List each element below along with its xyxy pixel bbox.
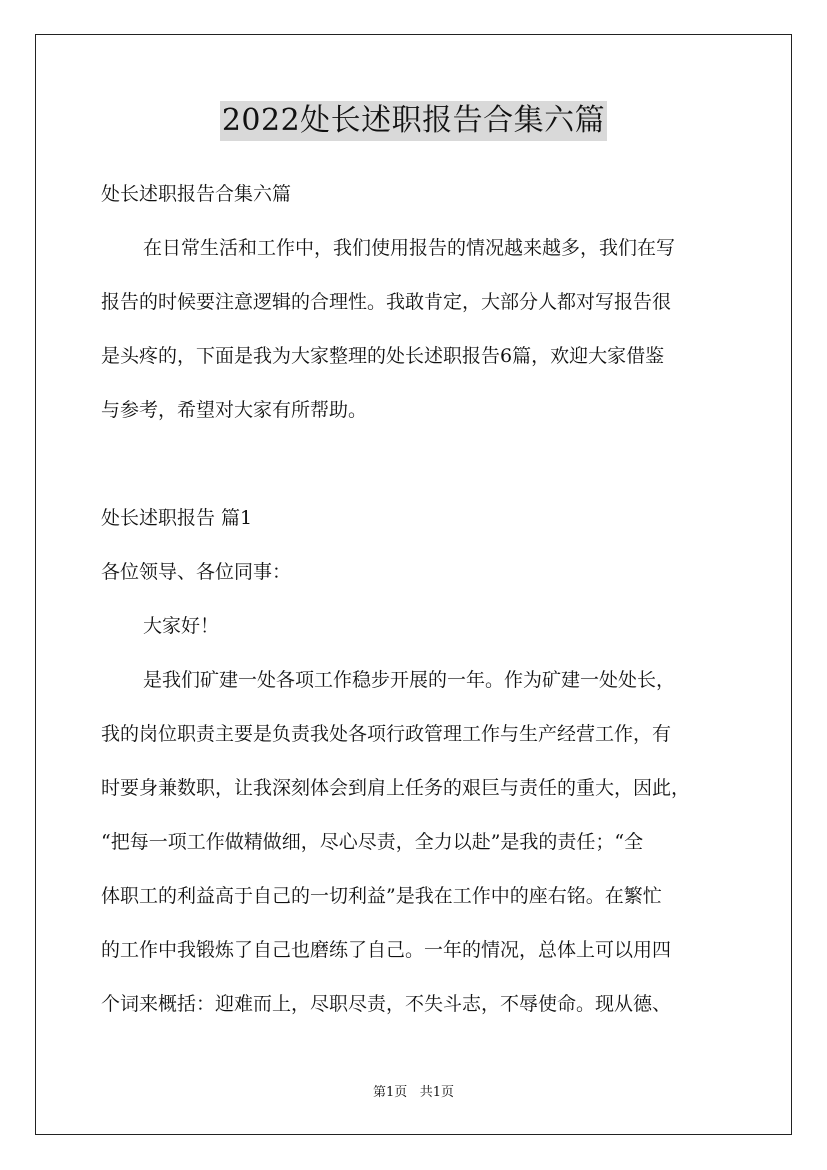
body-line-2: 我的岗位职责主要是负责我处各项行政管理工作与生产经营工作，有 (101, 723, 672, 745)
page-number: 第1页 (373, 1085, 408, 1100)
body-line-4: “把每一项工作做精做细，尽心尽责，全力以赴”是我的责任；“全 (101, 831, 644, 853)
section-heading: 处长述职报告 篇1 (101, 507, 253, 529)
body-line-1: 是我们矿建一处各项工作稳步开展的一年。作为矿建一处处长， (143, 669, 676, 691)
body-line-3: 时要身兼数职，让我深刻体会到肩上任务的艰巨与责任的重大，因此， (101, 777, 691, 799)
document-subtitle: 处长述职报告合集六篇 (101, 183, 292, 205)
page-total: 共1页 (419, 1085, 454, 1100)
intro-line-1: 在日常生活和工作中，我们使用报告的情况越来越多，我们在写 (143, 237, 676, 259)
body-line-6: 的工作中我锻炼了自己也磨练了自己。一年的情况，总体上可以用四 (101, 939, 672, 961)
title-wrap (0, 101, 827, 141)
document-title: 2022处长述职报告合集六篇 (220, 101, 607, 141)
intro-line-4: 与参考，希望对大家有所帮助。 (101, 399, 368, 421)
intro-line-2: 报告的时候要注意逻辑的合理性。我敢肯定，大部分人都对写报告很 (101, 291, 672, 313)
body-line-7: 个词来概括：迎难而上，尽职尽责，不失斗志，不辱使命。现从德、 (101, 993, 672, 1015)
body-line-5: 体职工的利益高于自己的一切利益”是我在工作中的座右铭。在繁忙 (101, 885, 662, 907)
greeting: 大家好！ (143, 615, 220, 637)
salutation: 各位领导、各位同事： (101, 561, 292, 583)
page-footer (0, 1084, 827, 1102)
intro-line-3: 是头疼的，下面是我为大家整理的处长述职报告6篇，欢迎大家借鉴 (101, 345, 665, 367)
